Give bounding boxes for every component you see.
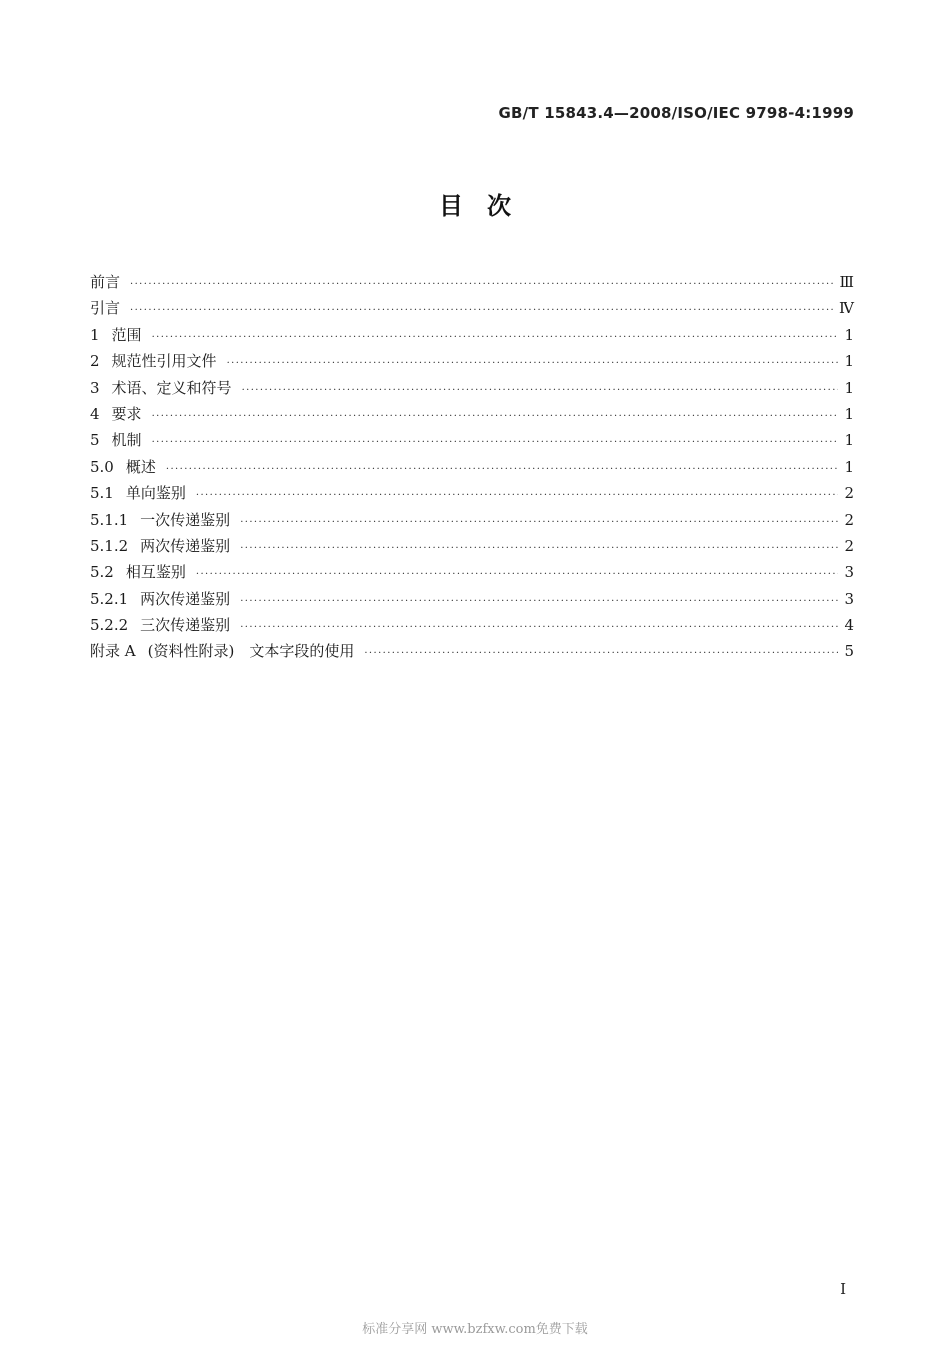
toc-entry-label: 范围 xyxy=(111,325,142,344)
standard-number: GB/T 15843.4—2008/ISO/IEC 9798-4:1999 xyxy=(498,104,854,122)
toc-entry-page: 2 xyxy=(844,536,854,555)
toc-entry-page: 1 xyxy=(844,404,854,423)
toc-entry[interactable] xyxy=(90,350,854,376)
toc-entry-label: 要求 xyxy=(111,404,142,423)
dot-leader xyxy=(196,490,838,501)
toc-entry-number: 附录 A xyxy=(90,642,136,661)
toc-entry[interactable] xyxy=(90,509,854,535)
dot-leader xyxy=(166,464,838,475)
toc-entry-page: 2 xyxy=(844,510,854,529)
toc-entry[interactable] xyxy=(90,297,854,323)
table-of-contents xyxy=(90,271,854,667)
toc-entry-label: 单向鉴别 xyxy=(125,484,186,503)
toc-entry-page: Ⅳ xyxy=(839,299,854,318)
toc-entry-number: 5.1.2 xyxy=(90,536,129,555)
toc-entry-label: 概述 xyxy=(125,457,156,476)
dot-leader xyxy=(364,648,838,659)
toc-entry-page: 3 xyxy=(844,589,854,608)
dot-leader xyxy=(227,358,838,369)
toc-title: 目 次 xyxy=(439,192,511,220)
page-number: I xyxy=(840,1280,846,1298)
toc-entry-label: 术语、定义和符号 xyxy=(111,378,232,397)
toc-entry-label: 规范性引用文件 xyxy=(111,352,217,371)
toc-entry-number: 5.0 xyxy=(90,457,114,476)
toc-entry-label: 一次传递鉴别 xyxy=(140,510,231,529)
dot-leader xyxy=(196,569,838,580)
dot-leader xyxy=(240,517,838,528)
toc-entry[interactable] xyxy=(90,271,854,297)
dot-leader xyxy=(240,543,838,554)
toc-entry-page: 1 xyxy=(844,457,854,476)
watermark-text: 标准分享网 www.bzfxw.com免费下载 xyxy=(362,1322,588,1337)
toc-entry[interactable] xyxy=(90,614,854,640)
dot-leader xyxy=(152,411,838,422)
toc-entry[interactable] xyxy=(90,429,854,455)
toc-entry[interactable] xyxy=(90,588,854,614)
toc-entry[interactable] xyxy=(90,535,854,561)
toc-entry-number: 5.1.1 xyxy=(90,510,129,529)
toc-entry-page: 1 xyxy=(844,352,854,371)
toc-entry[interactable] xyxy=(90,561,854,587)
toc-entry-page: 4 xyxy=(844,616,854,635)
toc-entry-label: (资料性附录) 文本字段的使用 xyxy=(147,642,355,661)
toc-entry-label: 相互鉴别 xyxy=(125,563,186,582)
toc-entry-number: 5.1 xyxy=(90,484,114,503)
toc-entry-label: 引言 xyxy=(90,299,121,318)
toc-entry[interactable] xyxy=(90,377,854,403)
toc-entry-page: 5 xyxy=(844,642,854,661)
toc-entry-label: 三次传递鉴别 xyxy=(140,616,231,635)
toc-entry-number: 5.2.1 xyxy=(90,589,129,608)
toc-entry[interactable] xyxy=(90,482,854,508)
toc-entry[interactable] xyxy=(90,403,854,429)
toc-entry-label: 机制 xyxy=(111,431,142,450)
dot-leader xyxy=(240,622,838,633)
toc-entry-number: 5.2.2 xyxy=(90,616,129,635)
toc-entry-page: Ⅲ xyxy=(839,273,854,291)
toc-entry-number: 1 xyxy=(90,325,100,344)
toc-entry-label: 前言 xyxy=(90,273,121,291)
toc-entry-page: 3 xyxy=(844,563,854,582)
dot-leader xyxy=(152,437,838,448)
toc-entry-label: 两次传递鉴别 xyxy=(140,589,231,608)
dot-leader xyxy=(130,305,833,316)
dot-leader xyxy=(130,279,834,290)
toc-entry-number: 2 xyxy=(90,352,100,371)
toc-entry[interactable] xyxy=(90,640,854,666)
toc-entry-label: 两次传递鉴别 xyxy=(140,536,231,555)
toc-entry-number: 4 xyxy=(90,404,100,423)
toc-entry-page: 1 xyxy=(844,325,854,344)
toc-entry-page: 1 xyxy=(844,378,854,397)
dot-leader xyxy=(242,385,838,396)
toc-entry-page: 2 xyxy=(844,484,854,503)
toc-entry[interactable] xyxy=(90,456,854,482)
toc-entry-number: 3 xyxy=(90,378,100,397)
toc-entry-number: 5 xyxy=(90,431,100,450)
toc-entry-number: 5.2 xyxy=(90,563,114,582)
toc-entry-page: 1 xyxy=(844,431,854,450)
dot-leader xyxy=(152,332,838,343)
toc-entry[interactable] xyxy=(90,324,854,350)
dot-leader xyxy=(240,596,838,607)
